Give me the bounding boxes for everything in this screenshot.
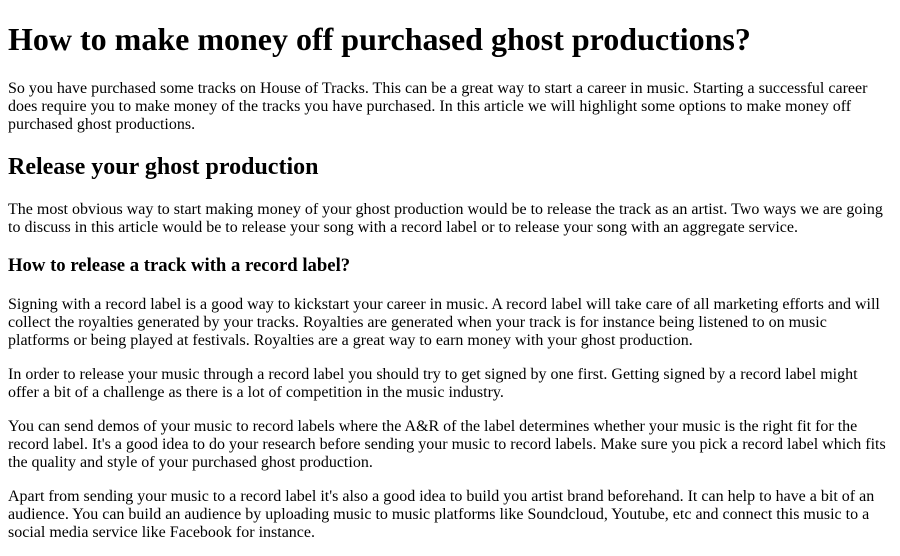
- paragraph: The most obvious way to start making money of your ghost production would be to release the track as an artist. Two ways we are going to discuss in this article would be to release your song with a record label or to release your song with an aggregate service.: [8, 200, 883, 236]
- intro-paragraph: So you have purchased some tracks on House of Tracks. This can be a great way to start a career in music. Starting a successful career does require you to make money of the tracks you have purchased. In this article we will highlight some options to make money off purchased ghost productions.: [8, 79, 868, 133]
- paragraph: Apart from sending your music to a record label it's also a good idea to build you artist brand beforehand. It can help to have a bit of an audience. You can build an audience by uploading music to music platforms like Soundcloud, Youtube, etc and connect this music to a social media service like Facebook for instance.: [8, 488, 875, 542]
- page-title: How to make money off purchased ghost productions?: [8, 21, 751, 58]
- article: [8, 21, 892, 542]
- subsection-heading-record-label: How to release a track with a record label?: [8, 255, 351, 277]
- paragraph: In order to release your music through a record label you should try to get signed by one first. Getting signed by a record label might offer a bit of a challenge as there is a lot of competition in the music industry.: [8, 366, 858, 402]
- paragraph: Signing with a record label is a good way to kickstart your career in music. A record label will take care of all marketing efforts and will collect the royalties generated by your tracks. Royalties are generated when your track is for instance being listened to on music platforms or being played at festivals. Royalties are a great way to earn money with your ghost production.: [8, 296, 880, 350]
- section-heading-release-ghost-production: Release your ghost production: [8, 153, 319, 180]
- paragraph: You can send demos of your music to record labels where the A&R of the label determines whether your music is the right fit for the record label. It's a good idea to do your research before sending your music to record labels. Make sure you pick a record label which fits the quality and style of your purchased ghost production.: [8, 418, 886, 472]
